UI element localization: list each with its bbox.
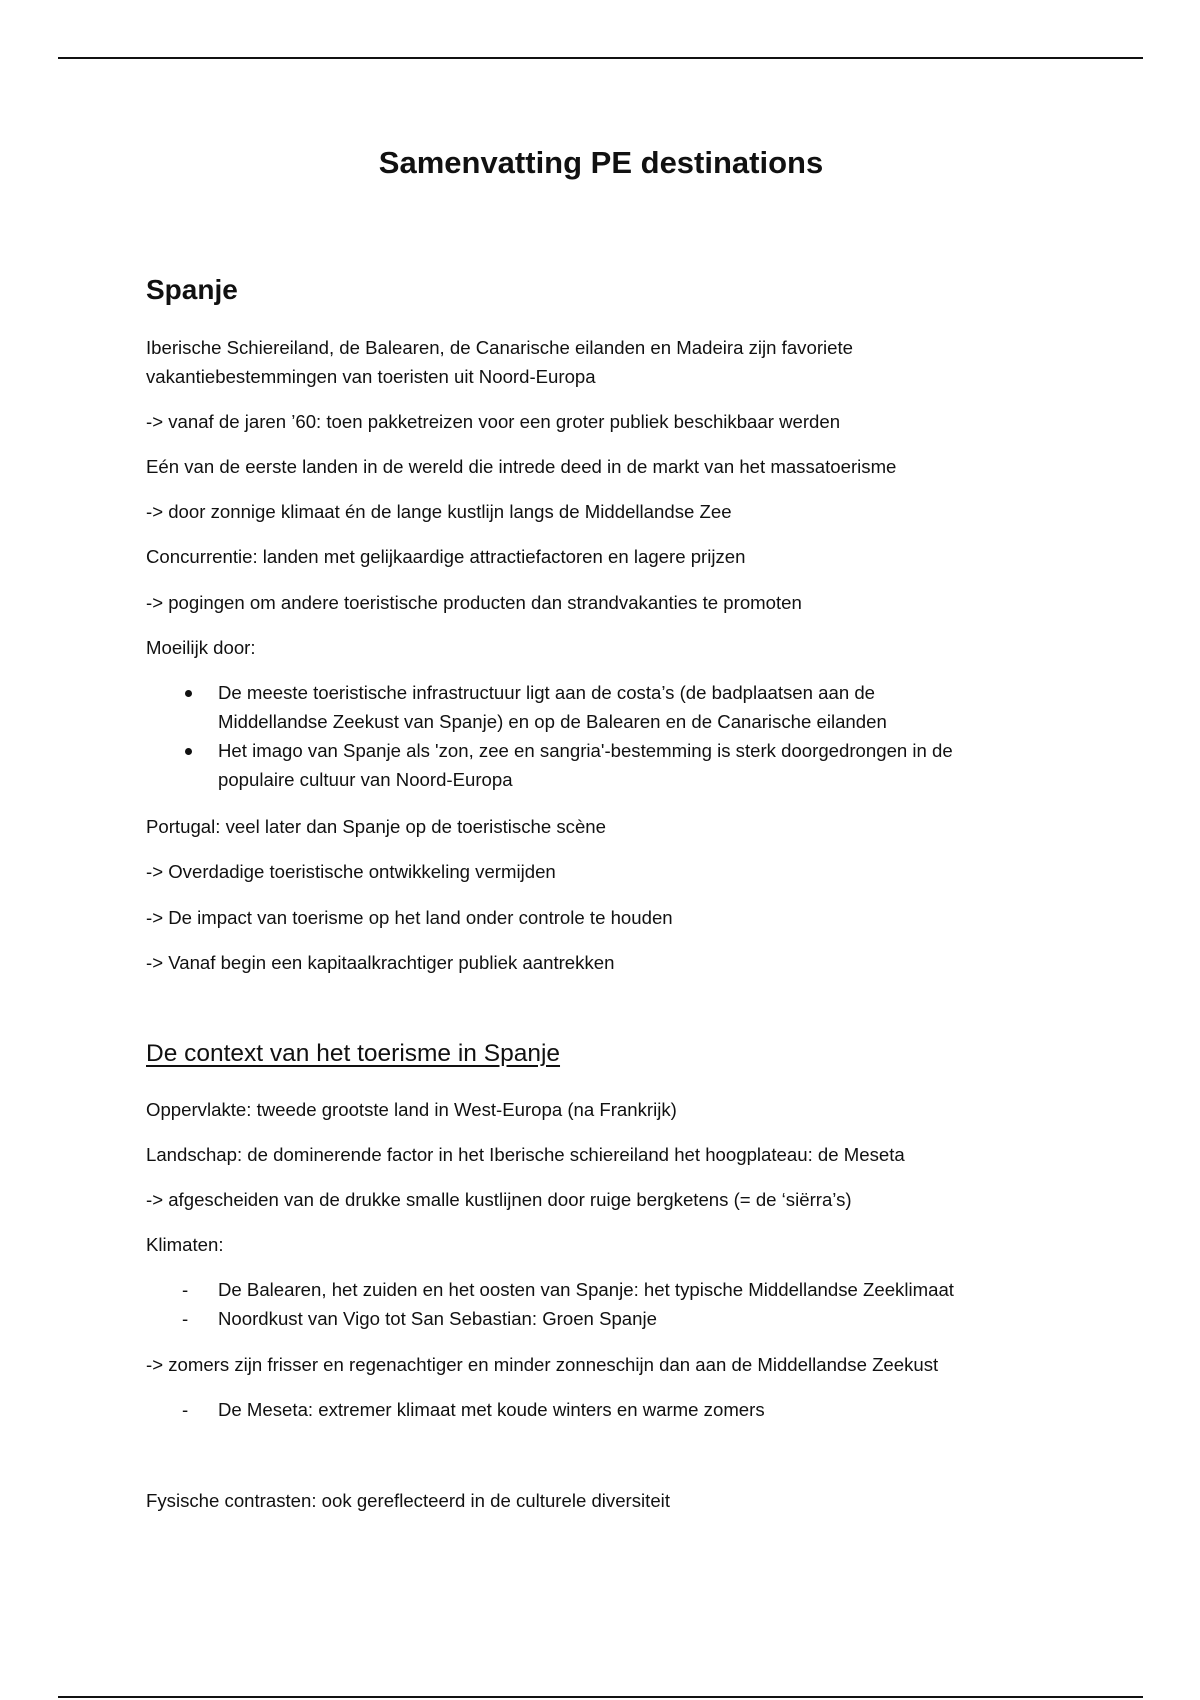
list-item: Middellandse Zeekust van Spanje) en op de Balearen en de Canarische eilanden <box>218 711 887 732</box>
dash-marker: - <box>182 1308 189 1329</box>
paragraph: -> De impact van toerisme op het land onder controle te houden <box>146 907 673 928</box>
list-item: De Meseta: extremer klimaat met koude winters en warme zomers <box>218 1399 765 1420</box>
paragraph: -> zomers zijn frisser en regenachtiger en minder zonneschijn dan aan de Middellandse Zeekust <box>146 1354 939 1375</box>
bullet-icon <box>185 748 192 755</box>
paragraph: -> vanaf de jaren ’60: toen pakketreizen voor een groter publiek beschikbaar werden <box>146 411 841 432</box>
paragraph: Landschap: de dominerende factor in het Iberische schiereiland het hoogplateau: de Meseta <box>146 1144 905 1165</box>
paragraph: -> pogingen om andere toeristische producten dan strandvakanties te promoten <box>146 592 802 613</box>
paragraph: Fysische contrasten: ook gereflecteerd in de culturele diversiteit <box>146 1490 670 1511</box>
list-item: De meeste toeristische infrastructuur ligt aan de costa’s (de badplaatsen aan de <box>218 682 876 703</box>
paragraph: Eén van de eerste landen in de wereld die intrede deed in de markt van het massatoerisme <box>146 456 897 477</box>
footer-rule <box>58 1696 1143 1698</box>
paragraph: -> Vanaf begin een kapitaalkrachtiger publiek aantrekken <box>146 952 615 973</box>
paragraph: Iberische Schiereiland, de Balearen, de Canarische eilanden en Madeira zijn favoriete <box>146 337 853 358</box>
paragraph: Klimaten: <box>146 1234 224 1255</box>
list-item: Het imago van Spanje als 'zon, zee en sangria'-bestemming is sterk doorgedrongen in de <box>218 740 953 761</box>
section-heading-spanje: Spanje <box>146 274 238 305</box>
paragraph: vakantiebestemmingen van toeristen uit Noord-Europa <box>146 366 596 387</box>
paragraph: -> Overdadige toeristische ontwikkeling vermijden <box>146 861 556 882</box>
bullet-icon <box>185 690 192 697</box>
header-rule <box>58 57 1143 59</box>
paragraph: -> afgescheiden van de drukke smalle kustlijnen door ruige bergketens (= de ‘siërra’s) <box>146 1189 852 1210</box>
paragraph: -> door zonnige klimaat én de lange kustlijn langs de Middellandse Zee <box>146 501 732 522</box>
section-heading-context: De context van het toerisme in Spanje <box>146 1040 561 1067</box>
dash-marker: - <box>182 1279 189 1300</box>
paragraph: Moeilijk door: <box>146 637 256 658</box>
dash-marker: - <box>182 1399 189 1420</box>
paragraph: Portugal: veel later dan Spanje op de toeristische scène <box>146 816 606 837</box>
paragraph: Concurrentie: landen met gelijkaardige attractiefactoren en lagere prijzen <box>146 546 746 567</box>
list-item: Noordkust van Vigo tot San Sebastian: Groen Spanje <box>218 1308 657 1329</box>
list-item: De Balearen, het zuiden en het oosten van Spanje: het typische Middellandse Zeeklimaat <box>218 1279 954 1300</box>
paragraph: Oppervlakte: tweede grootste land in West-Europa (na Frankrijk) <box>146 1099 677 1120</box>
document-title: Samenvatting PE destinations <box>378 145 824 180</box>
list-item: populaire cultuur van Noord-Europa <box>218 769 513 790</box>
